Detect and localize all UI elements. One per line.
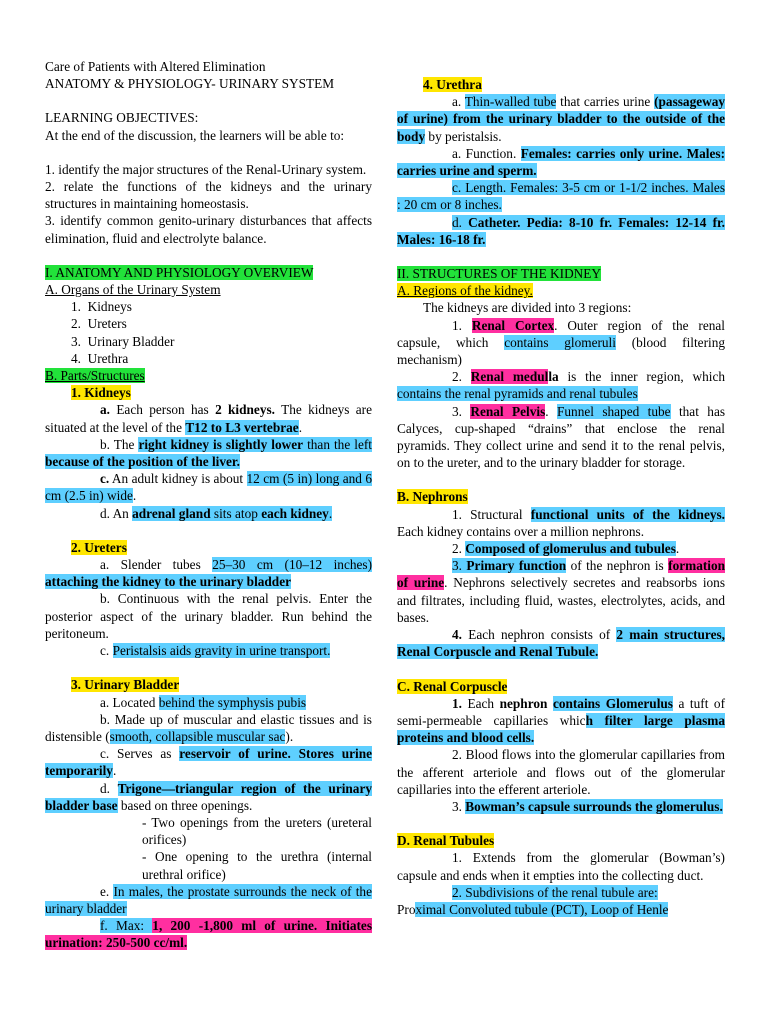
urethra-function: a. Function. Females: carries only urine. Males: carries urine and sperm.	[397, 145, 725, 179]
objective-item: 2. relate the functions of the kidneys and the urinary structures in maintaining homeostasis.	[45, 179, 372, 212]
right-column	[397, 76, 725, 918]
tubules-3: Proximal Convoluted tubule (PCT), Loop of Henle	[397, 901, 669, 917]
objectives-title: LEARNING OBJECTIVES:	[45, 110, 199, 126]
organ-item: 3. Urinary Bladder	[71, 333, 175, 349]
objectives-intro: At the end of the discussion, the learners will be able to:	[45, 127, 345, 143]
nephrons-4: 4. Each nephron consists of 2 main structures, Renal Corpuscle and Renal Tubule.	[397, 627, 725, 660]
left-column	[45, 58, 372, 952]
corpuscle-3: 3. Bowman’s capsule surrounds the glomerulus.	[452, 798, 723, 814]
bladder-b: b. Made up of muscular and elastic tissues and is distensible (smooth, collapsible muscular sac).	[45, 711, 372, 744]
region-medulla: 2. Renal medulla is the inner region, which contains the renal pyramids and renal tubules	[397, 369, 725, 402]
subsection-heading: A. Regions of the kidney.	[397, 283, 533, 299]
bladder-d-sub: - One opening to the urethra (internal urethral orifice)	[142, 849, 372, 882]
objective-item: 1. identify the major structures of the Renal-Urinary system.	[45, 161, 367, 177]
corpuscle-2: 2. Blood flows into the glomerular capillaries from the afferent arteriole and flows out of the glomerular capillaries into the efferent arteriole.	[397, 747, 725, 797]
urethra-d: d. Catheter. Pedia: 8-10 fr. Females: 12-14 fr. Males: 16-18 fr.	[397, 214, 726, 247]
tubules-1: 1. Extends from the glomerular (Bowman’s) capsule and ends when it empties into the collecting duct.	[397, 850, 725, 883]
bladder-d-sub: - Two openings from the ureters (ureteral orifices)	[142, 814, 372, 848]
kidneys-d: d. An adrenal gland sits atop each kidney.	[100, 505, 333, 521]
ureters-heading: 2. Ureters	[71, 539, 127, 555]
kidneys-b: b. The right kidney is slightly lower than the left because of the position of the liver.	[45, 436, 372, 470]
urethra-heading: 4. Urethra	[423, 77, 482, 92]
tubules-heading: D. Renal Tubules	[397, 833, 495, 849]
bladder-e: e. In males, the prostate surrounds the neck of the urinary bladder	[45, 883, 372, 916]
organ-item: 2. Ureters	[71, 316, 127, 332]
objective-item: 3. identify common genito-urinary disturbances that affects elimination, fluid and electrolyte balance.	[45, 213, 372, 246]
bladder-heading: 3. Urinary Bladder	[71, 677, 180, 693]
document-title: ANATOMY & PHYSIOLOGY- URINARY SYSTEM	[45, 76, 335, 92]
nephrons-heading: B. Nephrons	[397, 489, 468, 505]
kidneys-c: c. An adult kidney is about 12 cm (5 in) long and 6 cm (2.5 in) wide.	[45, 471, 372, 504]
subsection-heading: B. Parts/Structures	[45, 368, 145, 384]
nephrons-3: 3. Primary function of the nephron is formation of urine. Nephrons selectively secretes and reabsorbs ions and filtrates, including fluid, wastes, electrolytes, acids, and bases.	[397, 558, 726, 625]
region-cortex: 1. Renal Cortex. Outer region of the renal capsule, which contains glomeruli (blood filtering mechanism)	[397, 317, 726, 368]
ureters-b: b. Continuous with the renal pelvis. Enter the posterior aspect of the urinary bladder. Run behind the peritoneum.	[45, 591, 372, 641]
ureters-a: a. Slender tubes 25–30 cm (10–12 inches) attaching the kidney to the urinary bladder	[45, 557, 373, 590]
urethra-length: c. Length. Females: 3-5 cm or 1-1/2 inches. Males : 20 cm or 8 inches.	[397, 180, 725, 213]
bladder-c: c. Serves as reservoir of urine. Stores urine temporarily.	[45, 746, 372, 779]
bladder-d: d. Trigone—triangular region of the urinary bladder base based on three openings.	[45, 780, 373, 813]
nephrons-2: 2. Composed of glomerulus and tubules.	[452, 541, 680, 557]
section-heading: I. ANATOMY AND PHYSIOLOGY OVERVIEW	[45, 264, 314, 280]
corpuscle-1: 1. Each nephron contains Glomerulus a tuft of semi-permeable capillaries which filter large plasma proteins and blood cells.	[397, 695, 726, 746]
section-heading: II. STRUCTURES OF THE KIDNEY	[397, 266, 602, 282]
regions-intro: The kidneys are divided into 3 regions:	[423, 300, 632, 316]
subsection-heading: A. Organs of the Urinary System	[45, 282, 221, 298]
organ-item: 1. Kidneys	[71, 299, 132, 315]
bladder-a: a. Located behind the symphysis pubis	[100, 694, 307, 710]
region-pelvis: 3. Renal Pelvis. Funnel shaped tube that has Calyces, cup-shaped “drains” that enclose the renal pyramids. They collect urine and send it to the renal pelvis, on to the ureter, and to the urinary bladder for storage.	[397, 403, 726, 471]
kidneys-heading: 1. Kidneys	[71, 385, 131, 401]
organ-item: 4. Urethra	[71, 350, 129, 366]
ureters-c: c. Peristalsis aids gravity in urine transport.	[100, 643, 331, 659]
nephrons-1: 1. Structural functional units of the kidneys. Each kidney contains over a million nephrons.	[397, 506, 725, 539]
urethra-a: a. Thin-walled tube that carries urine (passageway of urine) from the urinary bladder to the outside of the body by peristalsis.	[397, 94, 726, 144]
corpuscle-heading: C. Renal Corpuscle	[397, 678, 508, 694]
tubules-2: 2. Subdivisions of the renal tubule are:	[452, 884, 658, 900]
bladder-f: f. Max: 1, 200 -1,800 ml of urine. Initiates urination: 250-500 cc/ml.	[45, 918, 372, 951]
kidneys-a: a. Each person has 2 kidneys. The kidneys are situated at the level of the T12 to L3 vertebrae.	[45, 402, 373, 435]
course-title: Care of Patients with Altered Elimination	[45, 59, 266, 74]
